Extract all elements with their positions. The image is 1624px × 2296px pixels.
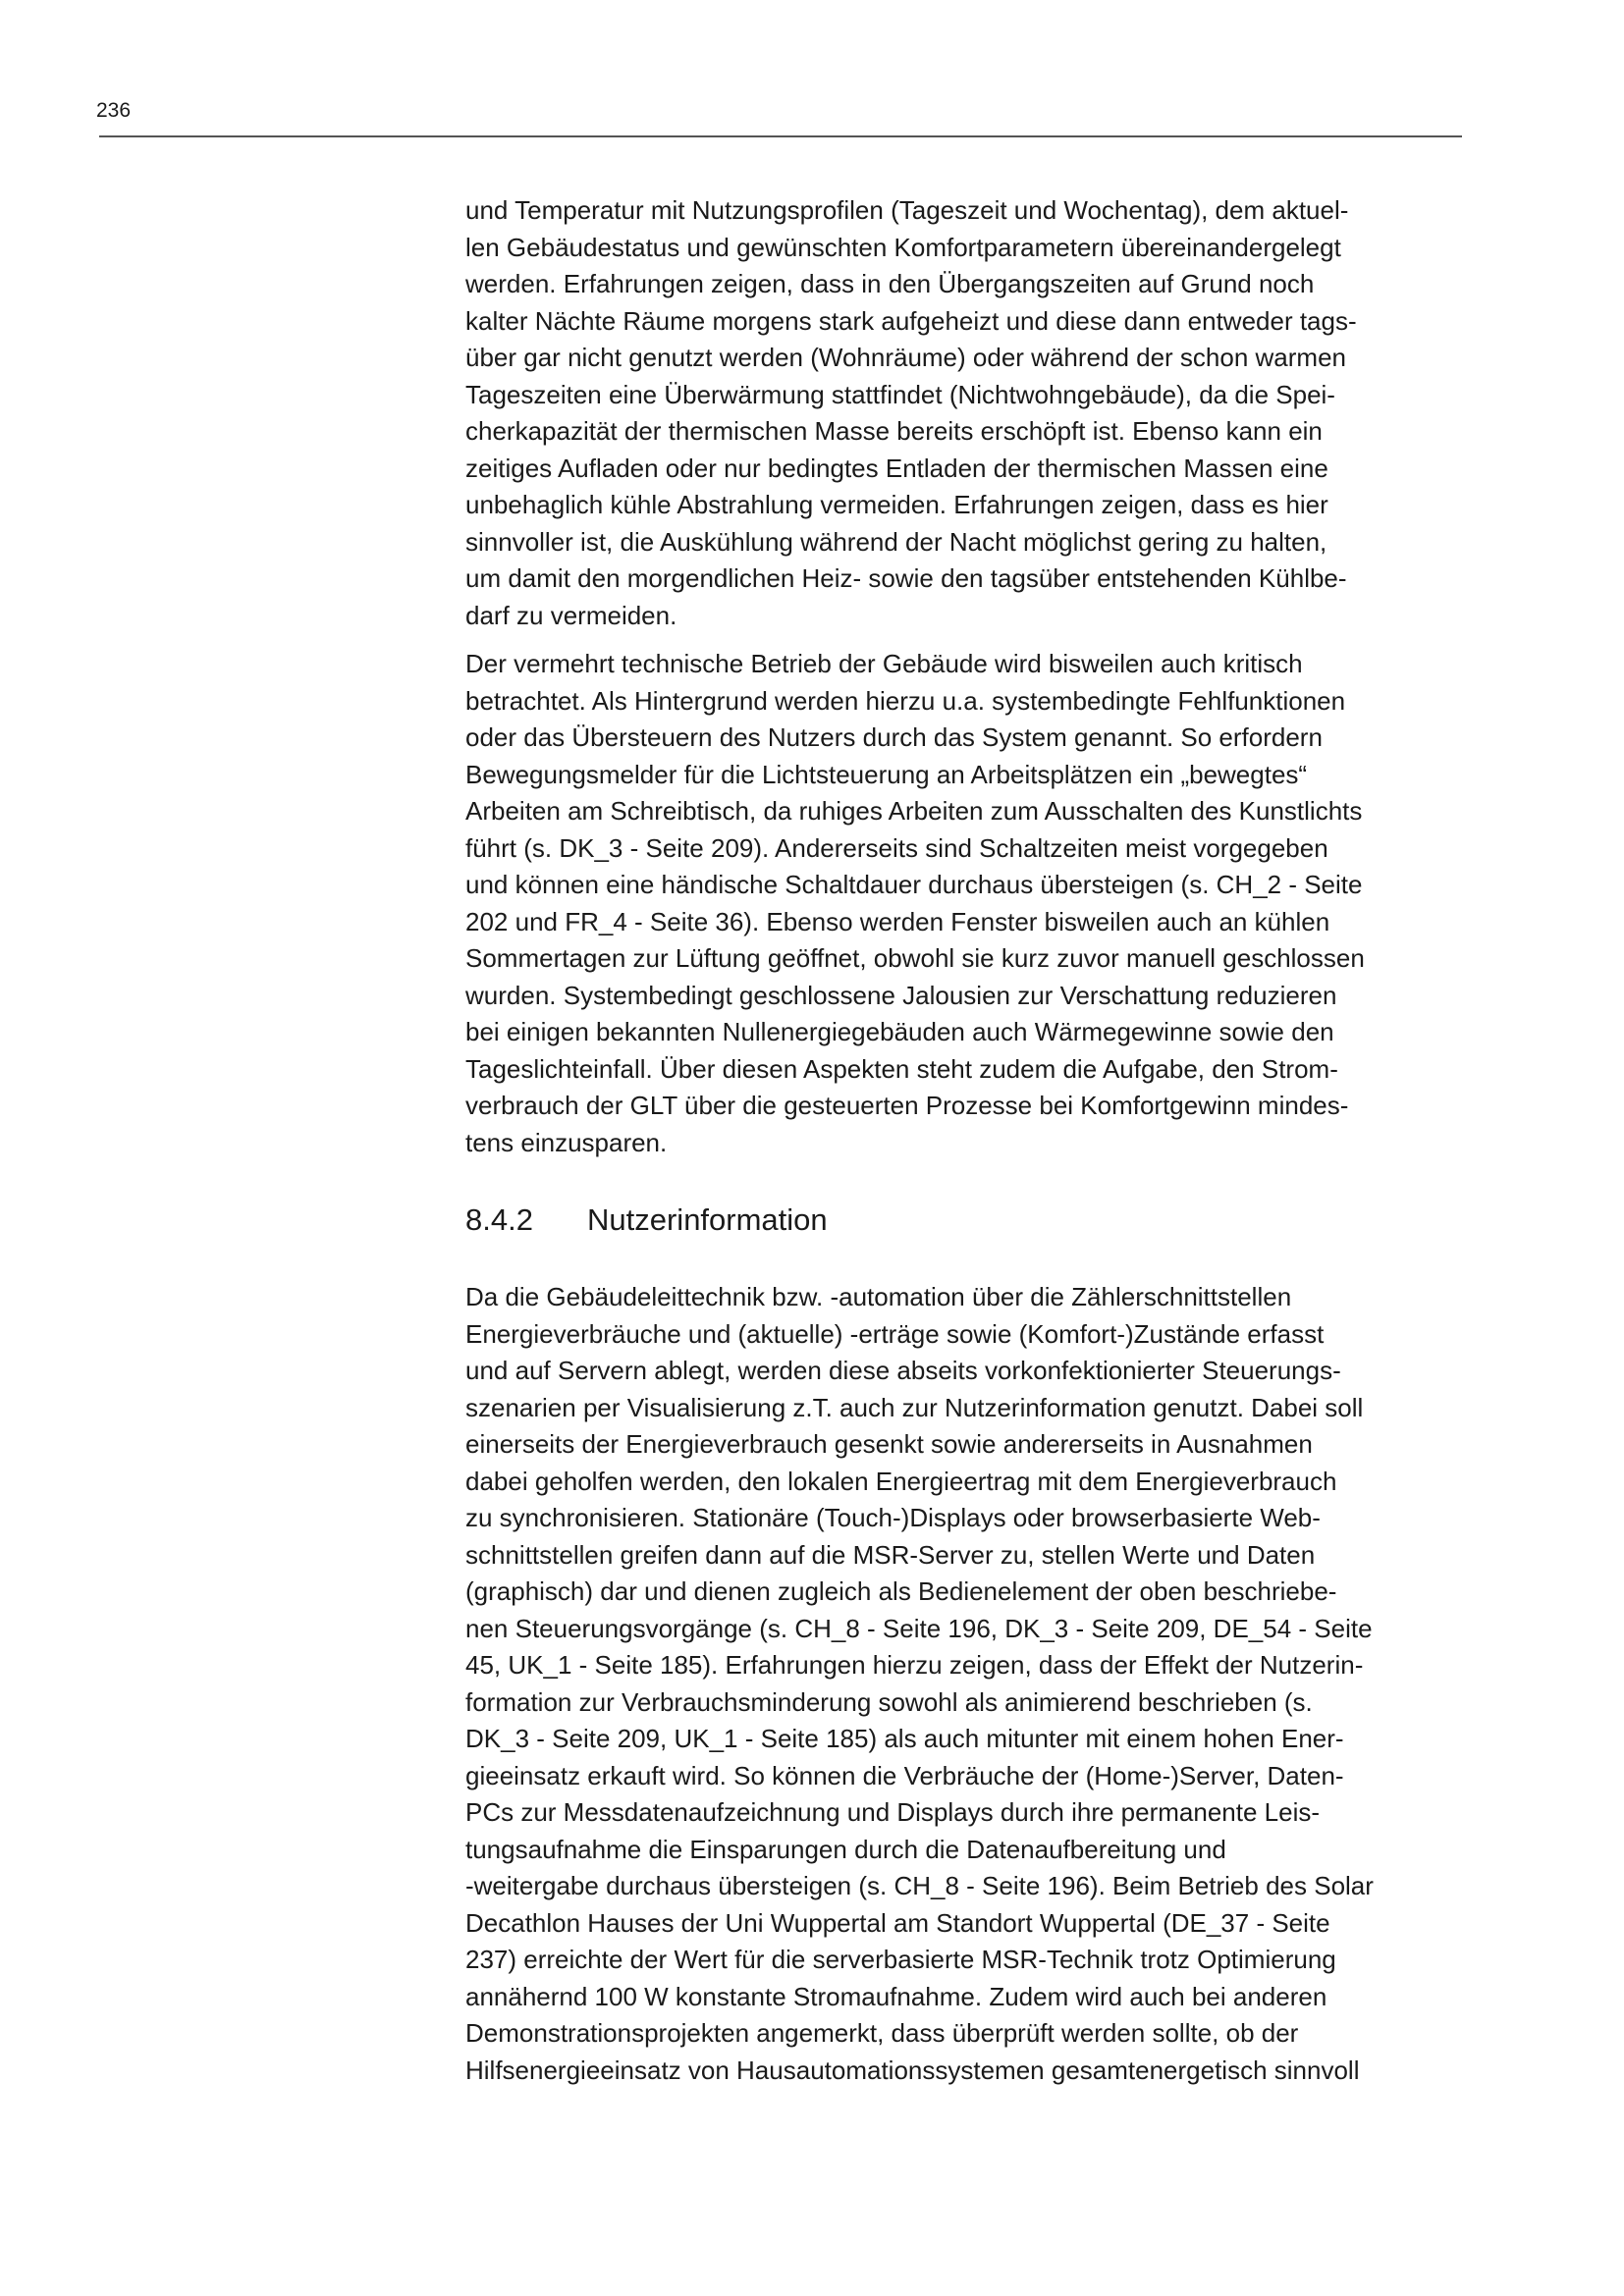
text-line: Der vermehrt technische Betrieb der Gebäude wird bisweilen auch kritisch [465, 649, 1303, 678]
text-line: darf zu vermeiden. [465, 600, 677, 630]
text-line: tens einzusparen. [465, 1127, 668, 1157]
text-line: werden. Erfahrungen zeigen, dass in den Übergangszeiten auf Grund noch [465, 269, 1315, 298]
text-line: betrachtet. Als Hintergrund werden hierzu u.a. systembedingte Fehlfunktionen [465, 685, 1346, 716]
text-line: (graphisch) dar und dienen zugleich als Bedienelement der oben beschriebe- [465, 1576, 1337, 1606]
text-line: Decathlon Hauses der Uni Wuppertal am Standort Wuppertal (DE_37 - Seite [465, 1907, 1330, 1938]
paragraph-2 [465, 646, 1447, 1161]
text-line: oder das Übersteuern des Nutzers durch das System genannt. So erfordern [465, 722, 1323, 752]
text-line: Energieverbräuche und (aktuelle) -erträge sowie (Komfort-)Zustände erfasst [465, 1318, 1325, 1349]
page-number: 236 [96, 99, 132, 122]
text-line: szenarien per Visualisierung z.T. auch zur Nutzerinformation genutzt. Dabei soll [465, 1392, 1364, 1422]
text-line: und können eine händische Schaltdauer durchaus übersteigen (s. CH_2 - Seite [465, 870, 1363, 899]
text-line: cherkapazität der thermischen Masse bereits erschöpft ist. Ebenso kann ein [465, 416, 1323, 446]
section-heading [465, 1201, 1447, 1240]
text-line: nen Steuerungsvorgänge (s. CH_8 - Seite 196, DK_3 - Seite 209, DE_54 - Seite [465, 1613, 1373, 1643]
text-line: wurden. Systembedingt geschlossene Jalousien zur Verschattung reduzieren [465, 980, 1337, 1010]
text-line: unbehaglich kühle Abstrahlung vermeiden. Erfahrungen zeigen, dass es hier [465, 490, 1328, 519]
text-line: -weitergabe durchaus übersteigen (s. CH_8 - Seite 196). Beim Betrieb des Solar [465, 1871, 1374, 1900]
text-line: len Gebäudestatus und gewünschten Komfortparametern übereinandergelegt [465, 232, 1341, 262]
text-line: Bewegungsmelder für die Lichtsteuerung an Arbeitsplätzen ein „bewegtes“ [465, 759, 1308, 789]
section-number: 8.4.2 [465, 1202, 533, 1237]
text-line: DK_3 - Seite 209, UK_1 - Seite 185) als auch mitunter mit einem hohen Ener- [465, 1724, 1344, 1753]
paragraph-3 [465, 1279, 1447, 2089]
text-line: führt (s. DK_3 - Seite 209). Andererseits sind Schaltzeiten meist vorgegeben [465, 832, 1328, 863]
text-line: 237) erreichte der Wert für die serverbasierte MSR-Technik trotz Optimierung [465, 1945, 1336, 1974]
text-line: Arbeiten am Schreibtisch, da ruhiges Arbeiten zum Ausschalten des Kunstlichts [465, 796, 1363, 826]
text-line: annähernd 100 W konstante Stromaufnahme. Zudem wird auch bei anderen [465, 1981, 1327, 2011]
text-line: tungsaufnahme die Einsparungen durch die Datenaufbereitung und [465, 1834, 1226, 1864]
text-line: verbrauch der GLT über die gesteuerten Prozesse bei Komfortgewinn mindes- [465, 1091, 1349, 1120]
text-line: 202 und FR_4 - Seite 36). Ebenso werden Fenster bisweilen auch an kühlen [465, 906, 1330, 936]
text-line: und auf Servern ablegt, werden diese abseits vorkonfektionierter Steuerungs- [465, 1356, 1341, 1385]
text-line: über gar nicht genutzt werden (Wohnräume) oder während der schon warmen [465, 343, 1346, 372]
text-line: Sommertagen zur Lüftung geöffnet, obwohl sie kurz zuvor manuell geschlossen [465, 943, 1365, 973]
text-line: gieeinsatz erkauft wird. So können die Verbräuche der (Home-)Server, Daten- [465, 1760, 1344, 1790]
text-line: Hilfsenergieeinsatz von Hausautomationssystemen gesamtenergetisch sinnvoll [465, 2055, 1360, 2085]
text-line: und Temperatur mit Nutzungsprofilen (Tageszeit und Wochentag), dem aktuel- [465, 195, 1349, 225]
text-line: Tageszeiten eine Überwärmung stattfindet (Nichtwohngebäude), da die Spei- [465, 379, 1335, 409]
text-line: zu synchronisieren. Stationäre (Touch-)Displays oder browserbasierte Web- [465, 1503, 1321, 1532]
section-title: Nutzerinformation [587, 1202, 828, 1237]
text-line: dabei geholfen werden, den lokalen Energieertrag mit dem Energieverbrauch [465, 1466, 1337, 1496]
text-line: sinnvoller ist, die Auskühlung während der Nacht möglichst gering zu halten, [465, 526, 1327, 557]
text-line: formation zur Verbrauchsminderung sowohl als animierend beschrieben (s. [465, 1686, 1313, 1717]
text-line: kalter Nächte Räume morgens stark aufgeheizt und diese dann entweder tags- [465, 305, 1357, 336]
text-line: Demonstrationsprojekten angemerkt, dass überprüft werden sollte, ob der [465, 2018, 1299, 2048]
paragraph-1 [465, 192, 1447, 634]
text-line: bei einigen bekannten Nullenergiegebäuden auch Wärmegewinne sowie den [465, 1017, 1334, 1046]
text-line: um damit den morgendlichen Heiz- sowie den tagsüber entstehenden Kühlbe- [465, 563, 1347, 593]
text-line: Da die Gebäudeleittechnik bzw. -automation über die Zählerschnittstellen [465, 1282, 1292, 1311]
main-text-column [465, 192, 1447, 2089]
text-line: Tageslichteinfall. Über diesen Aspekten steht zudem die Aufgabe, den Strom- [465, 1053, 1338, 1084]
text-line: 45, UK_1 - Seite 185). Erfahrungen hierzu zeigen, dass der Effekt der Nutzerin- [465, 1650, 1364, 1680]
header-rule [99, 135, 1462, 137]
text-line: schnittstellen greifen dann auf die MSR-Server zu, stellen Werte und Daten [465, 1539, 1316, 1570]
text-line: zeitiges Aufladen oder nur bedingtes Entladen der thermischen Massen eine [465, 453, 1328, 483]
text-line: PCs zur Messdatenaufzeichnung und Displays durch ihre permanente Leis- [465, 1797, 1321, 1827]
text-line: einerseits der Energieverbrauch gesenkt sowie andererseits in Ausnahmen [465, 1429, 1313, 1459]
